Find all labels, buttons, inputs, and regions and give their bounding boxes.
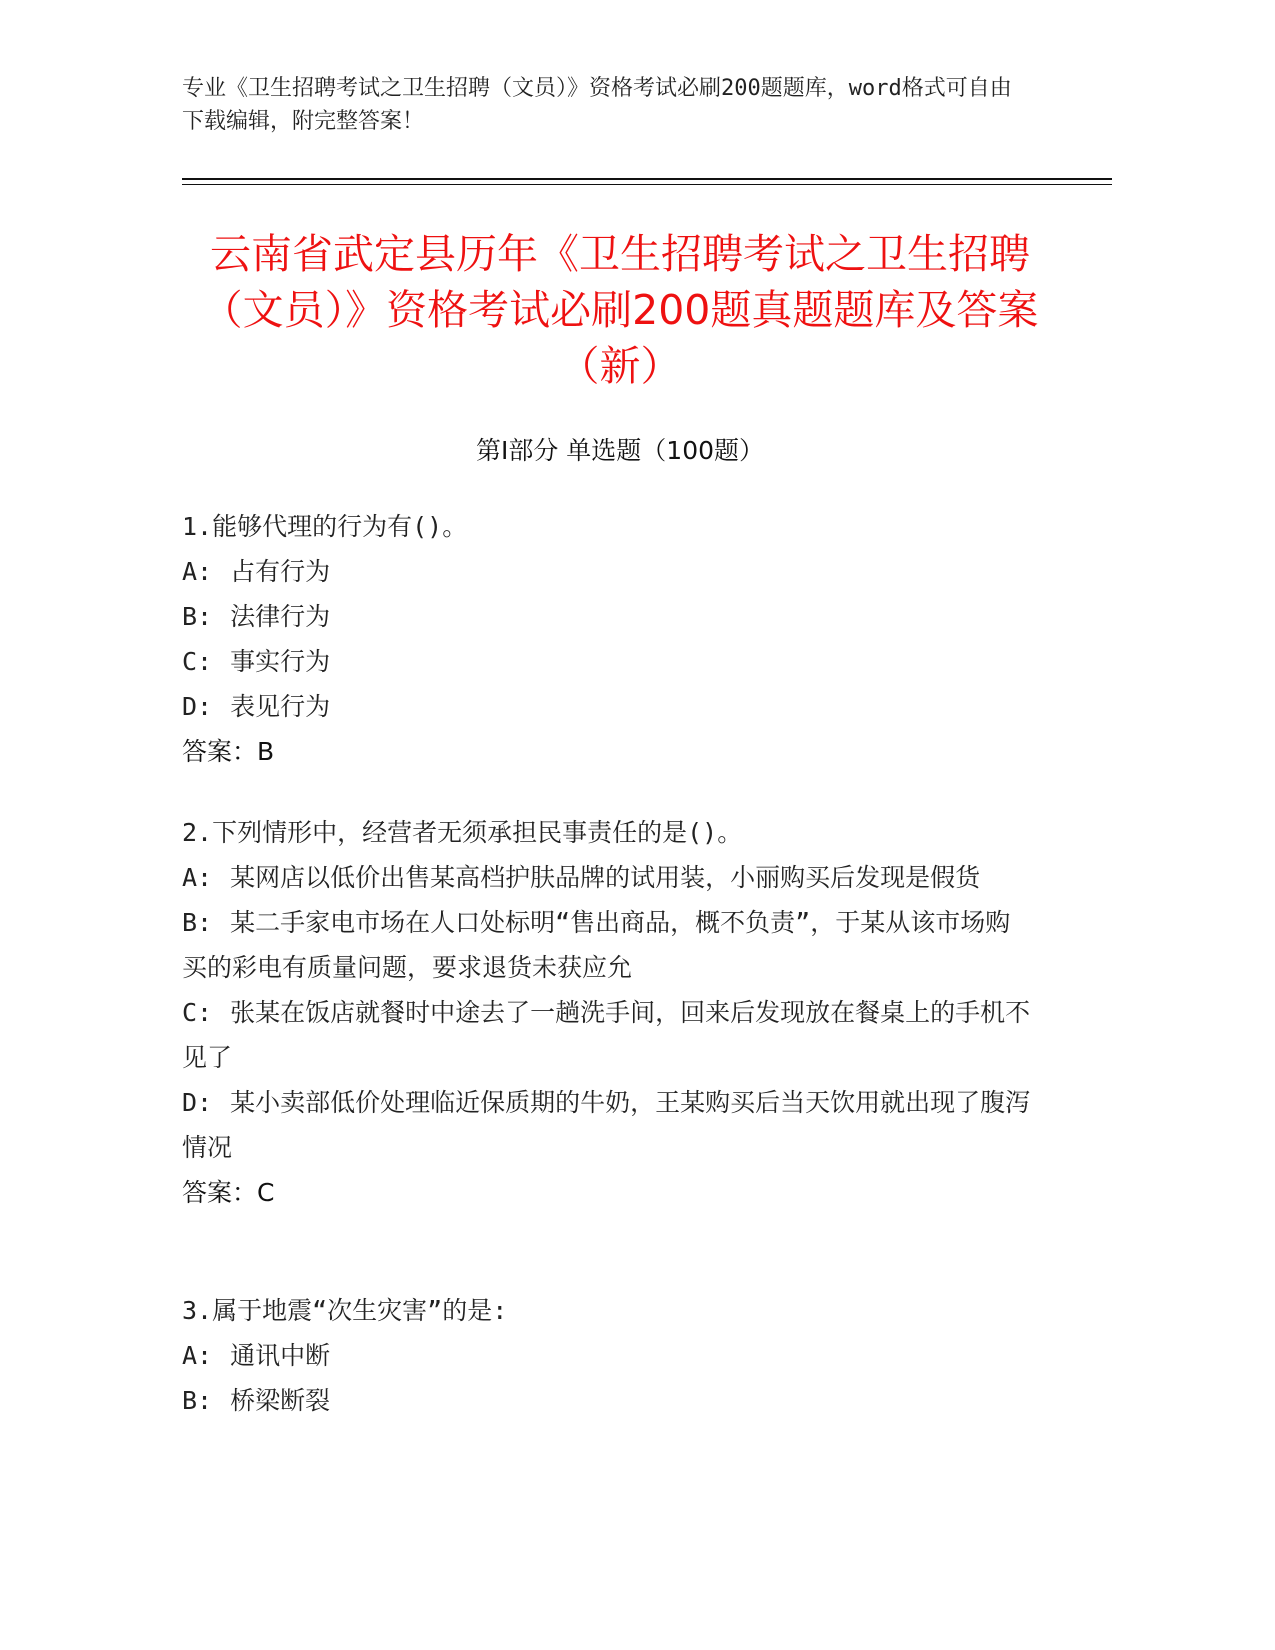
- option-c: [182, 639, 1032, 684]
- option-a: [182, 549, 1032, 594]
- option-key: B:: [182, 602, 213, 631]
- option-b: [182, 1378, 1032, 1423]
- question-stem: 3.属于地震“次生灾害”的是:: [182, 1296, 508, 1325]
- option-c: [182, 990, 1032, 1080]
- option-key: D:: [182, 1088, 213, 1117]
- header-note: 专业《卫生招聘考试之卫生招聘（文员）》资格考试必刷200题题库，word格式可自由下载编辑，附完整答案！: [182, 76, 1012, 134]
- question-3: [182, 1288, 1032, 1423]
- option-key: C:: [182, 998, 213, 1027]
- option-text: 表见行为: [230, 692, 331, 721]
- option-d: [182, 1080, 1032, 1170]
- option-text: 某网店以低价出售某高档护肤品牌的试用装，小丽购买后发现是假货: [230, 863, 981, 892]
- question-1: [182, 504, 1032, 774]
- option-text: 某小卖部低价处理临近保质期的牛奶，王某购买后当天饮用就出现了腹泻情况: [182, 1088, 1031, 1162]
- option-d: [182, 684, 1032, 729]
- option-text: 法律行为: [230, 602, 331, 631]
- option-text: 通讯中断: [230, 1341, 331, 1370]
- header-divider-thin: [182, 184, 1112, 185]
- option-b: [182, 900, 1032, 990]
- option-key: B:: [182, 908, 213, 937]
- option-text: 某二手家电市场在人口处标明“售出商品，概不负责”，于某从该市场购买的彩电有质量问题，要求退货未获应允: [182, 908, 1011, 982]
- header-divider-thick: [182, 178, 1112, 180]
- option-text: 事实行为: [230, 647, 331, 676]
- option-key: C:: [182, 647, 213, 676]
- option-a: [182, 855, 1032, 900]
- question-stem: 1.能够代理的行为有()。: [182, 512, 468, 541]
- option-text: 占有行为: [230, 557, 331, 586]
- answer: 答案：C: [182, 1178, 275, 1207]
- option-key: B:: [182, 1386, 213, 1415]
- question-stem: 2.下列情形中，经营者无须承担民事责任的是()。: [182, 818, 743, 847]
- answer: 答案：B: [182, 737, 275, 766]
- option-key: A:: [182, 863, 213, 892]
- option-b: [182, 594, 1032, 639]
- option-key: A:: [182, 557, 213, 586]
- option-key: A:: [182, 1341, 213, 1370]
- option-key: D:: [182, 692, 213, 721]
- option-a: [182, 1333, 1032, 1378]
- section-heading: 第I部分 单选题（100题）: [475, 436, 765, 465]
- document-title: 云南省武定县历年《卫生招聘考试之卫生招聘（文员）》资格考试必刷200题真题题库及答案（新）: [201, 230, 1039, 390]
- question-2: [182, 810, 1032, 1215]
- option-text: 张某在饭店就餐时中途去了一趟洗手间，回来后发现放在餐桌上的手机不见了: [182, 998, 1031, 1072]
- option-text: 桥梁断裂: [230, 1386, 331, 1415]
